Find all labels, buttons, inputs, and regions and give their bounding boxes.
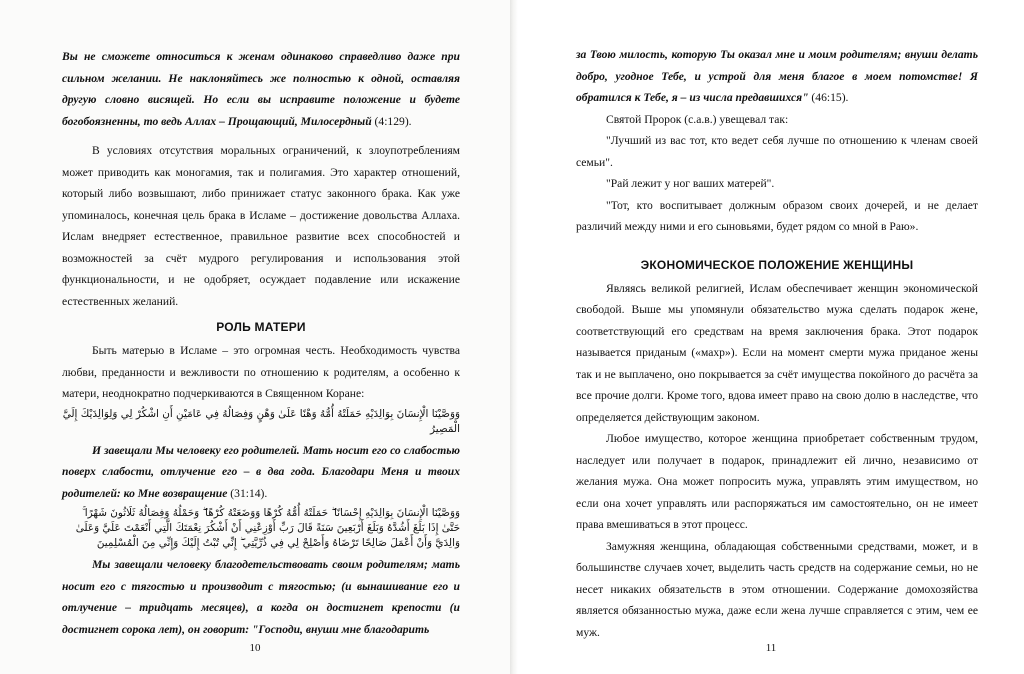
paragraph-prophet-intro: Святой Пророк (с.а.в.) увещевал так: — [606, 112, 789, 126]
page-number: 10 — [249, 642, 261, 654]
quran-quote-46-15-part1: Мы завещали человеку благодетельствовать своим родителям; мать носит его с тягостью и производит с тягостью; (и вынашивание его и отлучение – тридцать месяцев), а когда он достигнет крепости (и достигнет сорока лет), он говорит: "Господи, внуши мне благодарить — [62, 558, 460, 636]
quote-reference: (31:14). — [227, 486, 268, 500]
paragraph-property: Любое имущество, которое женщина приобретает собственным трудом, наследует или получает в подарок, принадлежит ей лично, независимо от желания мужа. Она может попросить мужа, управлять этим имуществом, но если она хочет управлять или распоряжаться им самостоятельно, он не имеет права вмешиваться в этот процесс. — [576, 432, 978, 531]
hadith-daughters: "Тот, кто воспитывает должным образом своих дочерей, и не делает различий между ними и его сыновьями, будет рядом со мной в Раю». — [576, 198, 978, 233]
page-number: 11 — [765, 642, 777, 654]
spacer — [576, 238, 978, 250]
hadith-paradise-mothers: "Рай лежит у ног ваших матерей". — [606, 177, 775, 190]
left-page — [0, 0, 510, 674]
arabic-verse-46-15: وَوَصَّيْنَا الْإِنسَانَ بِوَالِدَيْهِ إِحْسَانًا ۖ حَمَلَتْهُ أُمُّهُ كُرْهًا وَوَضَعَتْهُ كُرْهًا ۖ وَحَمْلُهُ وَفِصَالُهُ ثَلَاثُونَ شَهْرًا ۚ حَتَّىٰ إِذَا بَلَغَ أَشُدَّهُ وَبَلَغَ أَرْبَعِينَ سَنَةً قَالَ رَبِّ أَوْزِعْنِي أَنْ أَشْكُرَ نِعْمَتَكَ الَّتِي أَنْعَمْتَ عَلَيَّ وَعَلَىٰ وَالِدَيَّ وَأَنْ أَعْمَلَ صَالِحًا تَرْضَاهُ وَأَصْلِحْ لِي فِي ذُرِّيَّتِي ۖ إِنِّي تُبْتُ إِلَيْكَ وَإِنِّي مِنَ الْمُسْلِمِينَ — [75, 507, 460, 549]
quote-text: Вы не сможете относиться к женам одинаково справедливо даже при сильном желании. Не наклоняйтесь же полностью к одной, оставляя другую словно висящей. Но если вы исправите положение и будете богобоязненны, то ведь Аллах – Прощающий, Милосердный — [62, 50, 460, 128]
paragraph-married-woman: Замужняя женщина, обладающая собственными средствами, может, и в большинстве случаев хочет, выделить часть средств на содержание семьи, но не несет никаких обязательств в этом отношении. Содержание домохозяйства является обязанностью мужа, даже если жена лучше справляется с этим, чем ее муж. — [576, 539, 978, 639]
hadith-best-to-family: "Лучший из вас тот, кто ведет себя лучше по отношению к членам своей семьи". — [576, 134, 978, 169]
quote-reference: (46:15). — [808, 91, 849, 104]
arabic-verse-31-14: وَوَصَّيْنَا الْإِنسَانَ بِوَالِدَيْهِ حَمَلَتْهُ أُمُّهُ وَهْنًا عَلَىٰ وَهْنٍ وَفِصَالُهُ فِي عَامَيْنِ أَنِ اشْكُرْ لِي وَلِوَالِدَيْكَ إِلَيَّ الْمَصِيرُ — [62, 407, 460, 435]
section-heading-economic: ЭКОНОМИЧЕСКОЕ ПОЛОЖЕНИЕ ЖЕНЩИНЫ — [640, 257, 914, 272]
paragraph-mother-intro: Быть матерью в Исламе – это огромная честь. Необходимость чувства любви, преданности и вежливости по отношению к родителям, а особенно к матери, неоднократно подчеркиваются в Священном Коране: — [62, 344, 460, 400]
paragraph-polygamy: В условиях отсутствия моральных ограничений, к злоупотреблениям может приводить как моногамия, так и полигамия. Это характер отношений, который либо возвышают, либо принижает статус законного брака. Как уже упоминалось, конечная цель брака в Исламе – достижение довольства Аллаха. Ислам внедряет естественное, правильное развитие всех способностей и возможностей за счёт мудрого регулирования и использования этой функциональности, и не одобряет, осуждает подавление или искажение естественных желаний. — [62, 144, 460, 308]
quote-text: за Твою милость, которую Ты оказал мне и моим родителям; внуши делать добро, угодное Тебе, и устрой для меня благое в моем потомстве! Я обратился к Тебе, я – из числа предавшихся" — [576, 48, 978, 104]
quote-text: И завещали Мы человеку его родителей. Мать носит его со слабостью поверх слабости, отлучение его – в два года. Благодари Меня и твоих родителей: ко Мне возвращение — [62, 443, 460, 500]
book-gutter — [510, 0, 518, 674]
right-page — [518, 0, 1024, 674]
quran-quote-4-129 — [62, 46, 460, 132]
quran-quote-46-15-part2 — [576, 44, 978, 109]
quran-quote-31-14 — [62, 440, 460, 505]
paragraph-economic-freedom: Являясь великой религией, Ислам обеспечивает женщин экономической свободой. Выше мы упомянули обязательство мужа сделать подарок жене, соответствующий его средствам на время заключения брака. Этот подарок называется приданым («махр»). Если на момент смерти мужа приданое жены так и не выплачено, оно покрывается за счёт имущества покойного до расчёта за все прочие долги. Кроме того, вдова имеет право на свою долю в наследстве, что определяется действующим законом. — [576, 281, 978, 424]
quote-reference: (4:129). — [371, 114, 412, 128]
section-heading-mother: РОЛЬ МАТЕРИ — [216, 320, 306, 334]
